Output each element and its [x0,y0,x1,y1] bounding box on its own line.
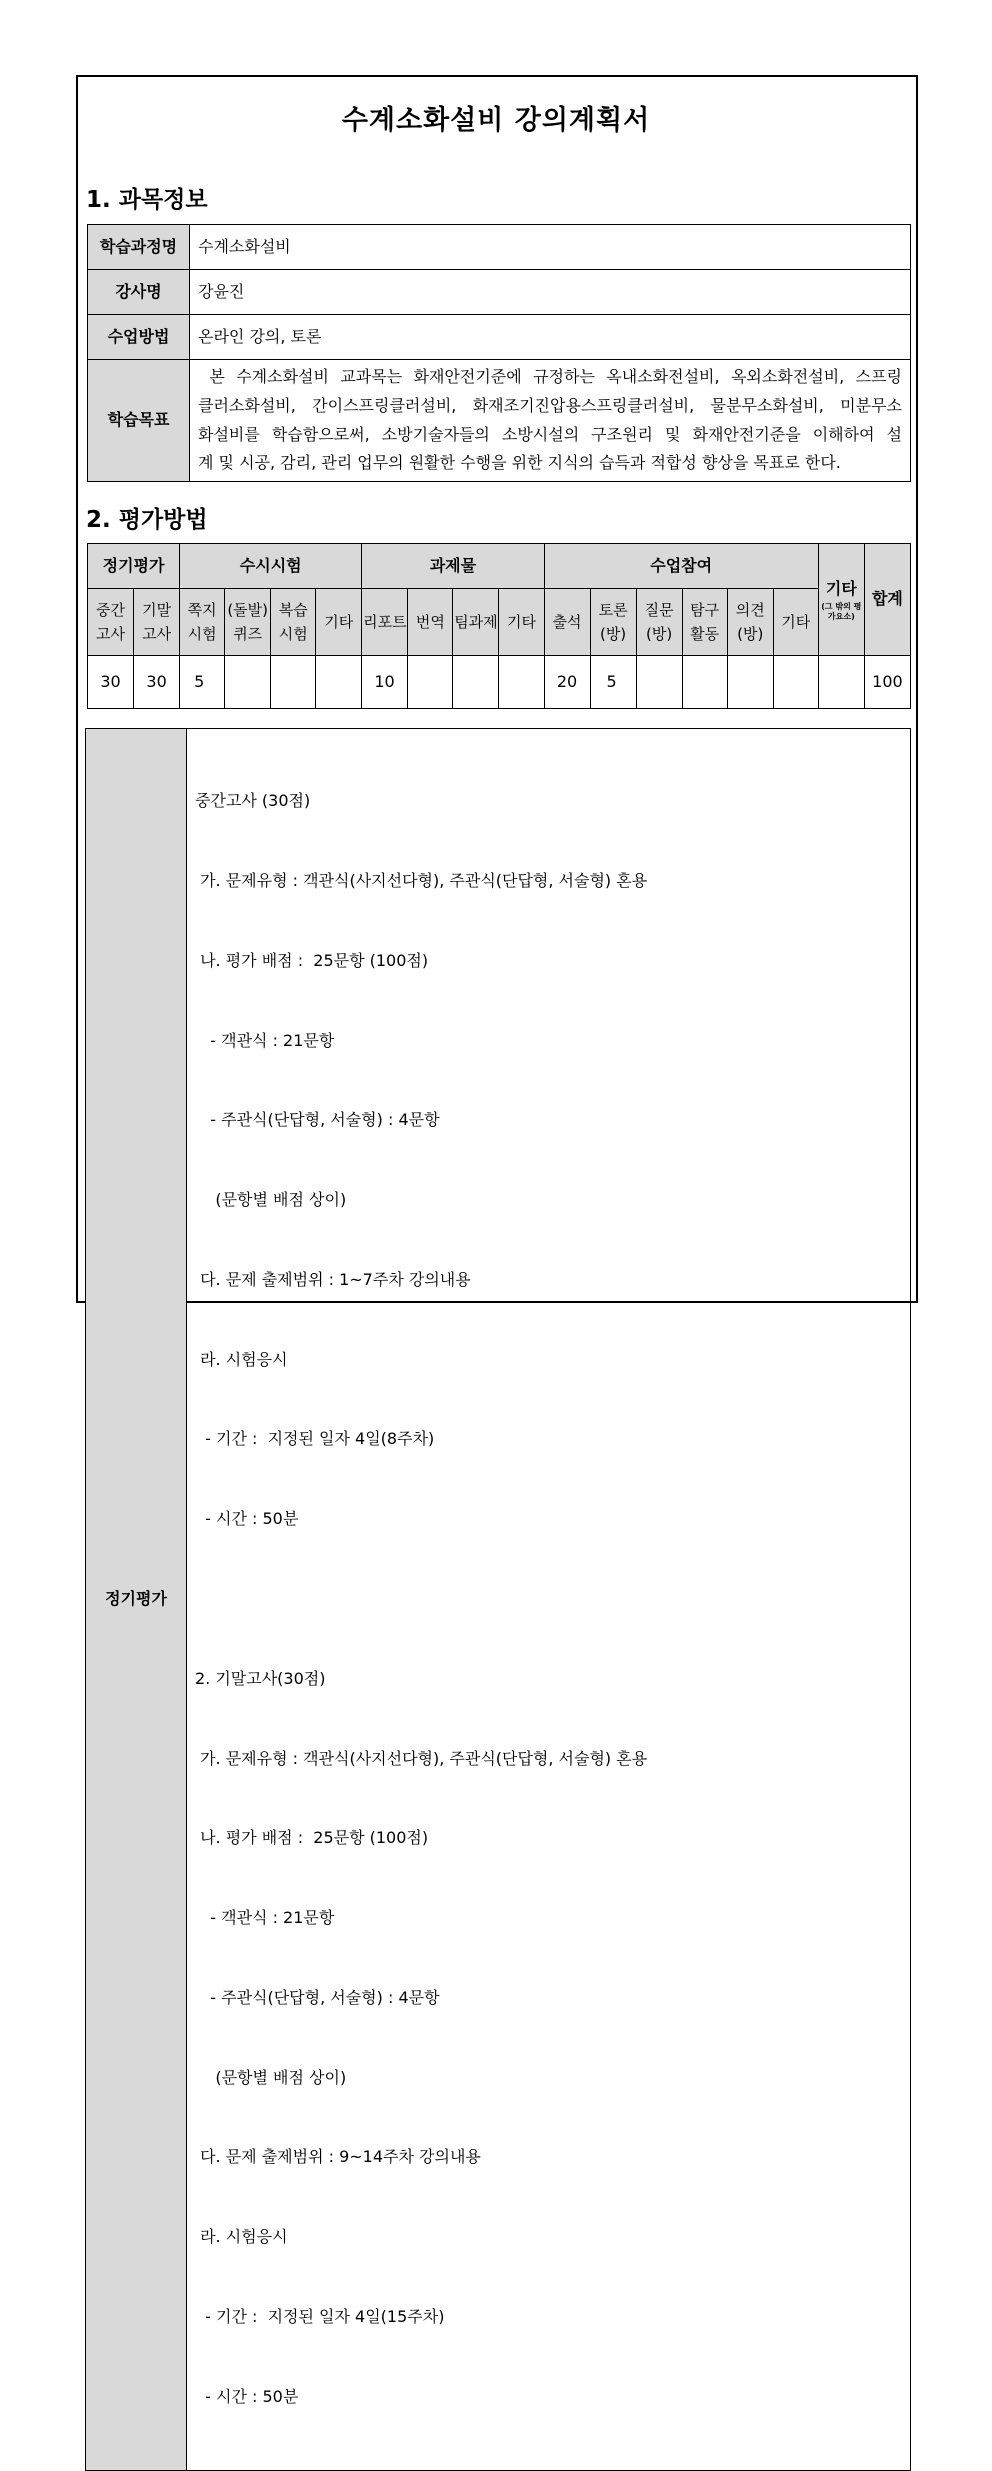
value-cell: 30 [134,656,180,709]
sub-task-etc: 기타 [499,589,544,656]
sub-label: 기말 [142,601,172,619]
value-cell: 100 [864,656,910,709]
sub-pop-quiz [180,589,225,656]
sub-midterm [88,589,134,656]
sub-surprise-quiz [225,589,271,656]
info-label: 학습과정명 [88,225,190,270]
group-total: 합계 [864,544,910,656]
plan-line: 다. 문제 출제범위 : 1~7주차 강의내용 [195,1269,471,1289]
group-etc-label: 기타 [825,578,857,598]
value-cell: 20 [544,656,590,709]
goal-line: 화설비를 학습함으로써, 소방기술자들의 소방시설의 구조원리 및 화재안전기준을 이해하여 설 [198,424,902,444]
plan-line: 나. 평가 배점 : 25문항 (100점) [195,950,429,970]
sub-label: 퀴즈 [233,625,263,643]
value-cell: 10 [362,656,408,709]
value-cell: 5 [590,656,636,709]
sub-report: 리포트 [362,589,408,656]
info-label: 학습목표 [88,360,190,482]
plan-line: - 기간 : 지정된 일자 4일(8주차) [195,1429,435,1449]
plan-line: 다. 문제 출제범위 : 9~14주차 강의내용 [195,2147,481,2167]
sub-attendance: 출석 [544,589,590,656]
sub-opinion [727,589,773,656]
plan-line: 중간고사 (30점) [195,791,311,811]
plan-row [86,729,911,2471]
learning-goal [190,360,911,482]
value-cell [408,656,453,709]
sub-label: (방) [646,625,673,643]
sub-label: 토론 [598,601,628,619]
regular-exam-plan-table [85,728,911,2471]
value-cell [271,656,316,709]
plan-line: (문항별 배점 상이) [195,1190,347,1210]
course-info-table [87,224,911,482]
value-cell [773,656,818,709]
sub-label: 시험 [278,625,308,643]
sub-final [134,589,180,656]
info-label: 강사명 [88,270,190,315]
group-participation: 수업참여 [544,544,818,589]
value-cell [453,656,499,709]
sub-label: 시험 [187,625,217,643]
evaluation-group-row [88,544,911,589]
sub-label: 질문 [644,601,674,619]
document-title: 수계소화설비 강의계획서 [341,105,651,136]
goal-line: 클러소화설비, 간이스프링클러설비, 화재조기진압용스프링클러설비, 물분무소화설비, 미분무소 [198,395,902,415]
value-cell [225,656,271,709]
plan-line: - 주관식(단답형, 서술형) : 4문항 [195,1987,440,2007]
value-cell: 30 [88,656,134,709]
sub-label: 활동 [690,625,720,643]
sub-label: 쪽지 [187,601,217,619]
sub-discussion [590,589,636,656]
plan-content [187,729,911,2471]
value-cell [727,656,773,709]
sub-label: (방) [599,625,627,643]
plan-line: - 기간 : 지정된 일자 4일(15주차) [195,2307,445,2327]
sub-label: 복습 [278,601,308,619]
value-cell [316,656,362,709]
value-cell [682,656,727,709]
plan-line: - 시간 : 50분 [195,1509,299,1529]
group-etc-note: (그 밖의 평가요소) [821,601,862,621]
plan-line: 2. 기말고사(30점) [195,1668,326,1688]
sub-inquiry [682,589,727,656]
value-cell [499,656,544,709]
plan-label: 정기평가 [86,729,187,2471]
info-row [88,360,911,482]
info-label: 수업방법 [88,315,190,360]
group-etc [818,544,864,656]
plan-line: 가. 문제유형 : 객관식(사지선다형), 주관식(단답형, 서술형) 혼용 [195,870,648,890]
goal-line: 계 및 시공, 감리, 관리 업무의 원활한 수행을 위한 지식의 습득과 적합성 향상을 목표로 한다. [198,453,841,473]
value-cell: 5 [180,656,225,709]
info-value: 수계소화설비 [190,225,911,270]
plan-line: 라. 시험응시 [195,1349,288,1369]
goal-line: 본 수계소화설비 교과목는 화재안전기준에 규정하는 옥내소화전설비, 옥외소화전설비, 스프링 [198,367,902,386]
plan-line: - 시간 : 50분 [195,2386,299,2406]
sub-label: 고사 [142,625,172,643]
info-row [88,225,911,270]
section-heading-course-info: 1. 과목정보 [86,187,208,213]
sub-participation-etc: 기타 [773,589,818,656]
sub-translation: 번역 [408,589,453,656]
sub-label: 중간 [96,601,126,619]
plan-line: 나. 평가 배점 : 25문항 (100점) [195,1828,429,1848]
plan-line: (문항별 배점 상이) [195,2067,347,2087]
sub-label: 탐구 [690,601,720,619]
sub-team-task: 팀과제 [453,589,499,656]
value-cell [636,656,682,709]
sub-label: (돌발) [227,601,269,619]
sub-review-test [271,589,316,656]
group-assignment: 과제물 [362,544,544,589]
sub-label: 의견 [735,601,765,619]
info-value: 강윤진 [190,270,911,315]
plan-line: - 객관식 : 21문항 [195,1908,335,1928]
value-cell [818,656,864,709]
plan-line: 가. 문제유형 : 객관식(사지선다형), 주관식(단답형, 서술형) 혼용 [195,1748,648,1768]
sub-quiz-etc: 기타 [316,589,362,656]
info-row [88,270,911,315]
evaluation-table [87,543,911,709]
sub-question [636,589,682,656]
info-value: 온라인 강의, 토론 [190,315,911,360]
plan-line-blank [195,1586,902,1613]
evaluation-sub-row [88,589,911,656]
plan-line: 라. 시험응시 [195,2227,288,2247]
sub-label: 고사 [96,625,126,643]
info-row [88,315,911,360]
plan-line: - 주관식(단답형, 서술형) : 4문항 [195,1110,440,1130]
section-heading-evaluation: 2. 평가방법 [86,507,208,533]
plan-line: - 객관식 : 21문항 [195,1030,335,1050]
evaluation-value-row [88,656,911,709]
sub-label: (방) [737,625,764,643]
group-quiz: 수시시험 [180,544,362,589]
group-regular: 정기평가 [88,544,180,589]
